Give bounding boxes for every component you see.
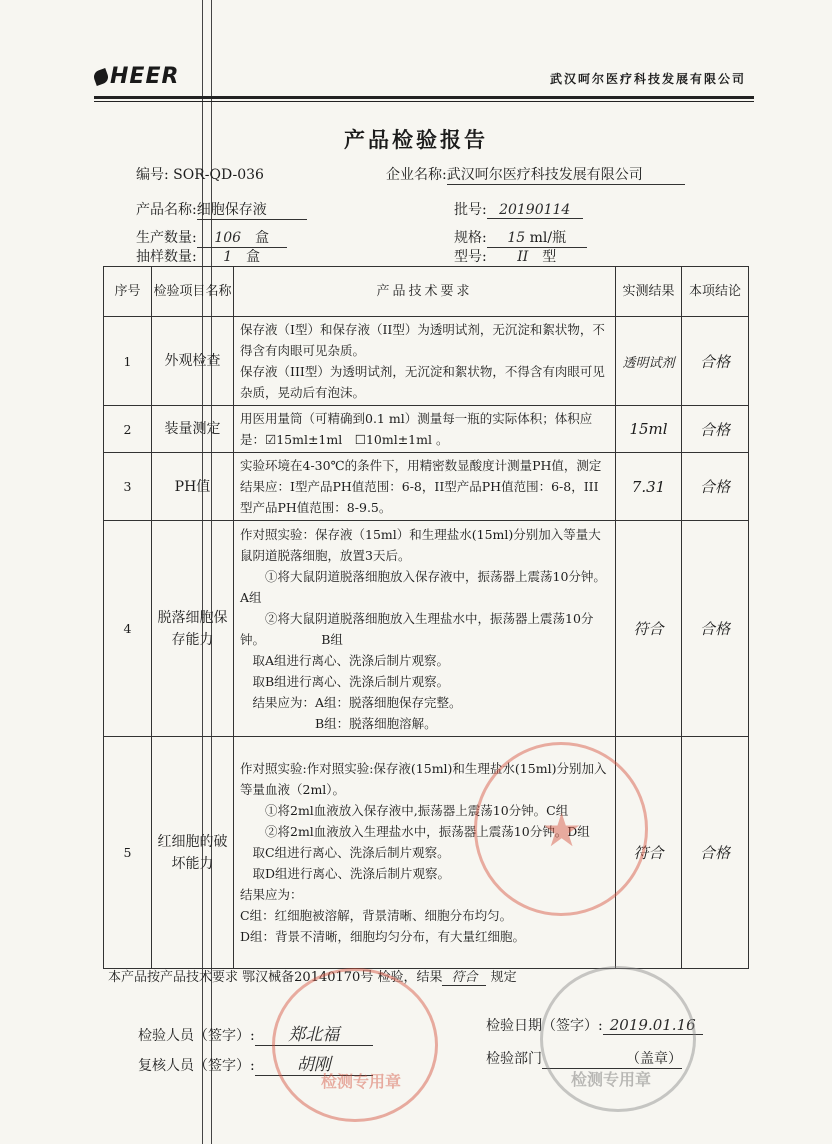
- row-requirement: 作对照实验：保存液（15ml）和生理盐水(15ml)分别加入等量大鼠阴道脱落细胞，放置3天后。 ①将大鼠阴道脱落细胞放入保存液中，振荡器上震荡10分钟。 A组 ②将大鼠阴道脱落细胞放入生理盐水中，振荡器上震荡10分钟。 B组 取A组进行离心、洗涤后制片观察。 取B组进行离心、洗涤后制片观察。 结果应为：A组：脱落细胞保存完整。 B组：脱落细胞溶解。: [234, 521, 616, 737]
- row-result: 符合: [616, 737, 682, 969]
- inspection-department: 检验部门 （盖章）: [486, 1048, 682, 1069]
- code-value: SOR-QD-036: [173, 167, 264, 183]
- header-divider: [94, 96, 754, 99]
- report-conclusion: 本产品按产品技术要求 鄂汉械备20140170号 检验，结果 符合 规定: [108, 966, 517, 986]
- row-no: 3: [104, 453, 152, 521]
- model-field: 型号: II 型: [454, 246, 587, 267]
- code-field: 编号: SOR-QD-036: [136, 167, 264, 183]
- row-result: 7.31: [616, 453, 682, 521]
- logo-mark-icon: [92, 68, 110, 86]
- row-no: 1: [104, 317, 152, 406]
- inspector-sign: 郑北福: [255, 1020, 373, 1046]
- row-conclusion: 合格: [682, 453, 749, 521]
- header-result: 实测结果: [616, 267, 682, 317]
- row-no: 2: [104, 406, 152, 453]
- header-requirement: 产品技术要求: [234, 267, 616, 317]
- batch-value: 20190114: [487, 202, 583, 219]
- row-result: 15ml: [616, 406, 682, 453]
- row-item: 脱落细胞保存能力: [152, 521, 234, 737]
- row-conclusion: 合格: [682, 737, 749, 969]
- company-logo: HEER: [94, 64, 179, 89]
- enterprise-field: 企业名称:武汉呵尔医疗科技发展有限公司: [386, 164, 685, 185]
- table-header-row: [104, 267, 749, 317]
- row-conclusion: 合格: [682, 521, 749, 737]
- inspection-table: [103, 266, 749, 969]
- table-row: [104, 453, 749, 521]
- table-row: [104, 406, 749, 453]
- table-row: [104, 521, 749, 737]
- row-item: 红细胞的破坏能力: [152, 737, 234, 969]
- row-no: 5: [104, 737, 152, 969]
- product-value: 细胞保存液: [197, 199, 307, 220]
- date-value: 2019.01.16: [603, 1016, 703, 1035]
- sample-value: 1 盒: [197, 246, 287, 267]
- row-requirement: 实验环境在4-30℃的条件下，用精密数显酸度计测量PH值，测定结果应：I型产品PH值范围：6-8，II型产品PH值范围：6-8，III型产品PH值范围：8-9.5。: [234, 453, 616, 521]
- sample-field: 抽样数量: 1 盒: [136, 246, 287, 267]
- inspection-date: 检验日期（签字）: 2019.01.16: [486, 1015, 703, 1035]
- reviewer-sign: 胡刚: [255, 1050, 373, 1076]
- product-field: 产品名称:细胞保存液: [136, 199, 307, 220]
- header-company-name: 武汉呵尔医疗科技发展有限公司: [549, 72, 746, 86]
- row-result: 符合: [616, 521, 682, 737]
- model-value: II 型: [487, 246, 587, 267]
- row-result: 透明试剂: [616, 317, 682, 406]
- qc-seal-stamp-red: 检测专用章: [272, 968, 438, 1122]
- header-divider-thin: [94, 101, 754, 102]
- page-title: 产品检验报告: [344, 127, 488, 152]
- table-row: [104, 317, 749, 406]
- spec-value: 15 ml/瓶: [487, 227, 587, 248]
- row-no: 4: [104, 521, 152, 737]
- header-item: 检验项目名称: [152, 267, 234, 317]
- row-requirement: 保存液（I型）和保存液（II型）为透明试剂，无沉淀和絮状物，不得含有肉眼可见杂质。 保存液（III型）为透明试剂，无沉淀和絮状物，不得含有肉眼可见杂质，晃动后有泡沫。: [234, 317, 616, 406]
- table-row: [104, 737, 749, 969]
- row-item: PH值: [152, 453, 234, 521]
- enterprise-value: 武汉呵尔医疗科技发展有限公司: [447, 164, 685, 185]
- reviewer-signature: 复核人员（签字）: 胡刚: [138, 1050, 373, 1076]
- header-conclusion: 本项结论: [682, 267, 749, 317]
- inspector-signature: 检验人员（签字）: 郑北福: [138, 1020, 373, 1046]
- seal-star-icon: ★: [541, 803, 583, 857]
- quantity-value: 106 盒: [197, 227, 287, 248]
- row-item: 装量测定: [152, 406, 234, 453]
- row-conclusion: 合格: [682, 317, 749, 406]
- quantity-field: 生产数量: 106 盒: [136, 227, 287, 248]
- row-item: 外观检查: [152, 317, 234, 406]
- spec-field: 规格: 15 ml/瓶: [454, 227, 587, 248]
- header-no: 序号: [104, 267, 152, 317]
- row-requirement: 用医用量筒（可精确到0.1 ml）测量每一瓶的实际体积；体积应是：☑15ml±1ml ☐10ml±1ml 。: [234, 406, 616, 453]
- qc-seal-stamp-grey: 检测专用章: [540, 966, 696, 1112]
- row-conclusion: 合格: [682, 406, 749, 453]
- conclusion-result: 符合: [442, 966, 486, 986]
- row-requirement: 作对照实验:作对照实验:保存液(15ml)和生理盐水(15ml)分别加入等量血液（2ml）。 ①将2ml血液放入保存液中,振荡器上震荡10分钟。C组 ②将2ml血液放入生理盐水中，振荡器上震荡10分钟。D组 取C组进行离心、洗涤后制片观察。 取D组进行离心、洗涤后制片观察。 结果应为： C组：红细胞被溶解，背景清晰、细胞分布均匀。 D组：背景不清晰，细胞均匀分布，有大量红细胞。: [234, 737, 616, 969]
- company-seal-stamp: [474, 742, 648, 916]
- batch-field: 批号: 20190114: [454, 199, 583, 219]
